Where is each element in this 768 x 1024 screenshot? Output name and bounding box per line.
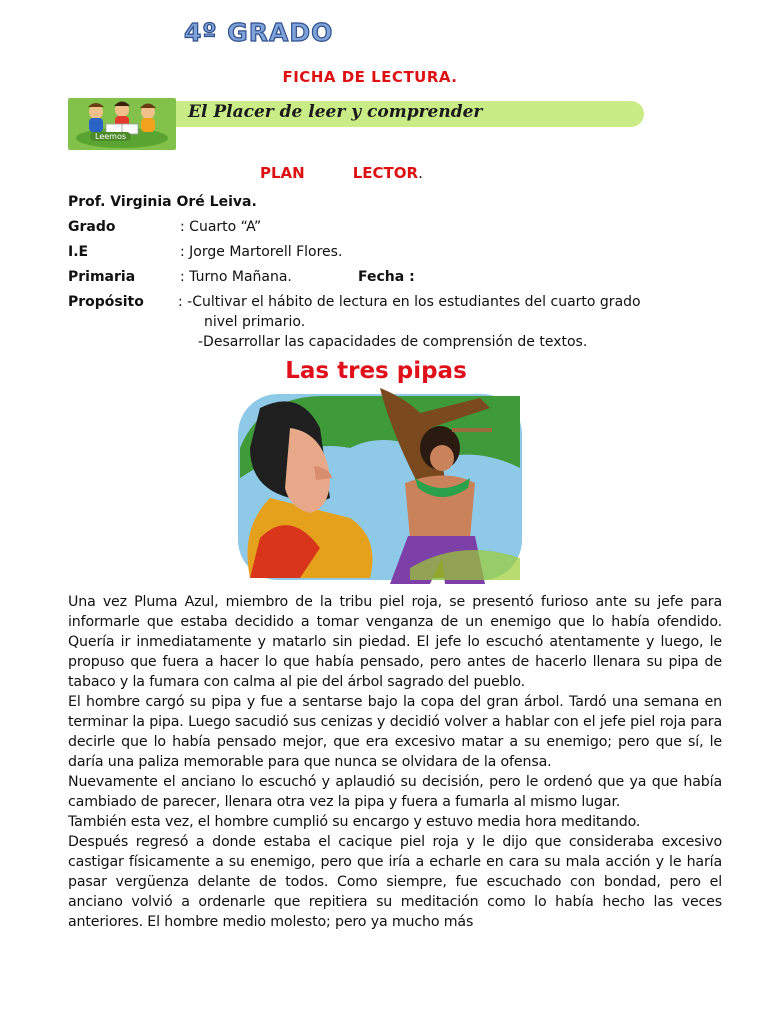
proposito-line-2: -Desarrollar las capacidades de comprensión de textos.	[198, 334, 588, 350]
banner-logo-text: Leemos	[90, 132, 131, 141]
primaria-label: Primaria	[68, 269, 136, 285]
info-block	[68, 194, 748, 350]
story-title: Las tres pipas	[285, 358, 467, 384]
reading-kids-logo	[68, 98, 176, 150]
grado-row	[68, 219, 748, 244]
story-paragraph-2: El hombre cargó su pipa y fue a sentarse bajo la copa del gran árbol. Tardó una semana en terminar la pipa. Luego sacudió sus cenizas y decidió volver a hablar con el jefe piel roja para decirle que lo había pensado mejor, que era excesivo matar a su enemigo; pero que sí, le daría una paliza memorable para que nunca se olvidara de la ofensa.	[68, 694, 722, 770]
plan-word: PLAN	[260, 164, 305, 182]
grado-value: : Cuarto “A”	[180, 219, 262, 235]
ie-value: : Jorge Martorell Flores.	[180, 244, 343, 260]
teacher-name: Prof. Virginia Oré Leiva.	[68, 194, 257, 210]
story-paragraph-4: También esta vez, el hombre cumplió su encargo y estuvo media hora meditando.	[68, 814, 641, 830]
proposito-label: Propósito	[68, 294, 144, 310]
primaria-value: : Turno Mañana.	[180, 269, 292, 285]
story-paragraph-1: Una vez Pluma Azul, miembro de la tribu piel roja, se presentó furioso ante su jefe para informarle que estaba decidido a tomar venganza de un enemigo que lo había ofendido. Quería ir inmediatamente y matarlo sin piedad. El jefe lo escuchó atentamente y luego, le propuso que fuera a hacer lo que había pensado, pero antes de hacerlo llenara su pipa de tabaco y la fumara con calma al pie del árbol sagrado del pueblo.	[68, 594, 722, 690]
banner-text: El Placer de leer y comprender	[188, 102, 483, 122]
proposito-line-1b: nivel primario.	[204, 314, 306, 330]
story-paragraph-5: Después regresó a donde estaba el cacique piel roja y le dijo que consideraba excesivo castigar físicamente a su enemigo, pero que iría a echarle en cara su mala acción y le haría pasar vergüenza delante de todos. Como siempre, fue escuchado con bondad, pero el anciano volvió a ordenarle que repitiera su meditación como lo había hecho las veces anteriores. El hombre medio molesto; pero ya mucho más	[68, 834, 722, 930]
grado-label: Grado	[68, 219, 116, 235]
story-body	[68, 592, 722, 932]
plan-punct: .	[418, 164, 423, 182]
sheet-title: FICHA DE LECTURA.	[282, 68, 458, 86]
fecha-label: Fecha :	[358, 269, 415, 285]
ie-row	[68, 244, 748, 269]
reading-banner	[68, 98, 644, 150]
proposito-line-1: : -Cultivar el hábito de lectura en los estudiantes del cuarto grado	[178, 294, 641, 310]
teacher-row	[68, 194, 748, 219]
lector-word: LECTOR	[352, 164, 419, 182]
story-paragraph-3: Nuevamente el anciano lo escuchó y aplaudió su decisión, pero le ordenó que ya que había cambiado de parecer, llenara otra vez la pipa y fuera a fumarla al mismo lugar.	[68, 774, 722, 810]
grade-title: 4º GRADO	[184, 18, 334, 47]
ie-label: I.E	[68, 244, 89, 260]
story-illustration	[230, 388, 530, 584]
primaria-row	[68, 269, 748, 294]
plan-lector-title	[260, 164, 423, 182]
reading-kids-icon	[68, 98, 176, 150]
